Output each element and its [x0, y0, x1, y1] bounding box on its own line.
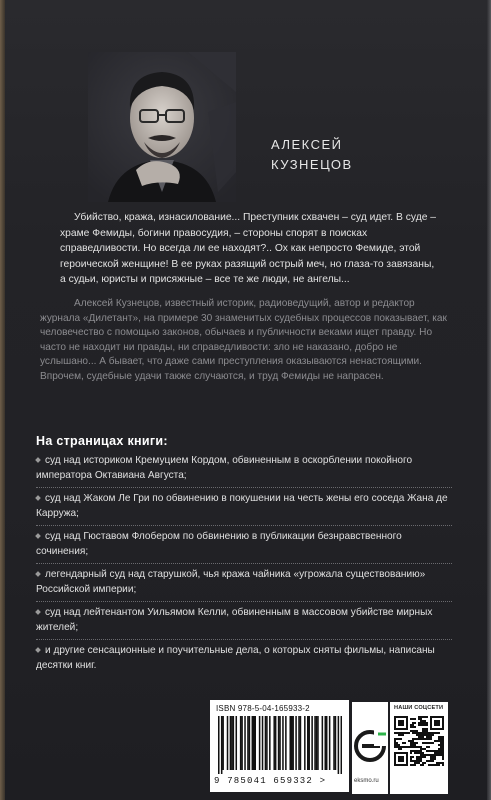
- barcode-bar: [295, 716, 297, 770]
- barcode-bar: [324, 716, 326, 770]
- barcode-bars: [218, 716, 342, 774]
- author-first-name: АЛЕКСЕЙ: [271, 137, 343, 152]
- barcode-bar: [227, 716, 229, 770]
- author-name: [271, 135, 353, 175]
- barcode-bar: [282, 716, 284, 770]
- barcode-bar: [285, 716, 287, 770]
- barcode-bar: [341, 716, 342, 774]
- bullet-icon: [35, 609, 41, 615]
- barcode-bar: [252, 716, 254, 770]
- barcode-bar: [329, 716, 331, 770]
- barcode-digits: 9 785041 659332 >: [214, 776, 327, 786]
- barcode-bar: [244, 716, 246, 770]
- barcode-bar: [254, 716, 256, 770]
- lead-paragraph: [60, 210, 440, 288]
- barcode-bar: [231, 716, 233, 770]
- publisher-badge: [352, 702, 388, 794]
- barcode-bar: [278, 716, 280, 770]
- lead-text: Убийство, кража, изнасилование... Преступник схвачен – суд идет. В суде – храме Фемиды, богини правосудия, – стороны спорят в поисках справедливости. Но всегда ли ее находят?.. Ох как непросто Фемиде, этой героической женщине! В ее руках разящий острый меч, но глаза-то завязаны, а судьи, юристы и присяжные – все те же люди, не ангелы...: [60, 212, 437, 286]
- bullet-icon: [35, 495, 41, 501]
- cover-edge: [487, 0, 491, 800]
- barcode-bar: [279, 716, 281, 770]
- bullet-icon: [35, 647, 41, 653]
- social-qr: [390, 702, 448, 794]
- barcode-bar: [304, 716, 306, 770]
- barcode-bar: [221, 716, 223, 774]
- barcode-bar: [253, 716, 255, 770]
- description-text: Алексей Кузнецов, известный историк, радиоведущий, автор и редактор журнала «Дилетант», на примере 30 знаменитых судебных процессов показывает, как человечество с помощью законов, обычаев и публичности веками ищет правду. Но часто не находит ни правды, ни справедливости: зло не наказано, добро не услышано... А бывает, что даже сами преступления оказываются ненастоящими. Впрочем, судебные удачи также случаются, и труд Фемиды не напрасен.: [40, 298, 447, 382]
- bullet-icon: [35, 571, 41, 577]
- eksmo-logo-icon: [352, 706, 388, 778]
- isbn-number: ISBN 978-5-04-165933-2: [216, 704, 310, 713]
- spine-edge: [0, 0, 5, 800]
- list-item-text: суд над Гюставом Флобером по обвинению в публикации безнравственного сочинения;: [36, 531, 402, 557]
- list-item: [36, 488, 452, 526]
- barcode-bar: [338, 716, 340, 774]
- list-item: [36, 640, 452, 677]
- list-item-text: легендарный суд над старушкой, чья кража чайника «угрожала существованию» Российской империи;: [36, 569, 426, 595]
- description-paragraph: [40, 297, 452, 385]
- barcode-bar: [233, 716, 235, 770]
- contents-list: [36, 450, 452, 677]
- barcode-bar: [308, 716, 310, 770]
- contents-title: На страницах книги:: [36, 434, 168, 448]
- barcode-bar: [236, 716, 238, 770]
- barcode-bar: [322, 716, 324, 770]
- barcode-bar: [317, 716, 319, 770]
- list-item-text: и другие сенсационные и поучительные дела, о которых сняты фильмы, написаны десятки книг.: [36, 645, 435, 671]
- barcode-bar: [311, 716, 313, 770]
- barcode-bar: [335, 716, 337, 770]
- barcode-bar: [326, 716, 328, 770]
- barcode-bar: [307, 716, 309, 770]
- author-photo: [88, 52, 236, 202]
- barcode-bar: [291, 716, 293, 770]
- barcode-bar: [269, 716, 271, 770]
- barcode-bar: [273, 716, 275, 770]
- list-item: [36, 526, 452, 564]
- barcode-bar: [292, 716, 294, 770]
- barcode-bar: [218, 716, 220, 774]
- barcode-bar: [314, 716, 316, 770]
- barcode-bar: [265, 716, 267, 770]
- barcode-bar: [222, 716, 224, 770]
- barcode-bar: [298, 716, 300, 770]
- list-item-text: суд над историком Кремуцием Кордом, обвиненным в оскорблении покойного императора Октавиана Августа;: [36, 455, 413, 481]
- barcode-bar: [316, 716, 318, 770]
- barcode-bar: [333, 716, 335, 770]
- author-last-name: КУЗНЕЦОВ: [271, 157, 353, 172]
- barcode-bar: [249, 716, 251, 770]
- barcode-bar: [266, 716, 268, 770]
- barcode-bar: [300, 716, 302, 770]
- social-label: НАШИ СОЦСЕТИ: [394, 705, 444, 711]
- barcode-bar: [247, 716, 249, 770]
- bullet-icon: [35, 533, 41, 539]
- list-item: [36, 450, 452, 488]
- barcode-bar: [262, 716, 264, 770]
- barcode-bar: [230, 716, 232, 770]
- list-item: [36, 602, 452, 640]
- isbn-barcode: [210, 700, 349, 792]
- barcode-bar: [240, 716, 242, 770]
- qr-code-icon: [394, 716, 444, 766]
- list-item: [36, 564, 452, 602]
- bullet-icon: [35, 457, 41, 463]
- publisher-site: eksmo.ru: [354, 778, 379, 784]
- barcode-bar: [241, 716, 243, 770]
- list-item-text: суд над Жаком Ле Гри по обвинению в покушении на честь жены его соседа Жана де Карружа;: [36, 493, 448, 519]
- barcode-bar: [289, 716, 291, 770]
- barcode-bar: [275, 716, 277, 770]
- list-item-text: суд над лейтенантом Уильямом Келли, обвиненным в массовом убийстве мирных жителей;: [36, 607, 433, 633]
- barcode-bar: [259, 716, 261, 770]
